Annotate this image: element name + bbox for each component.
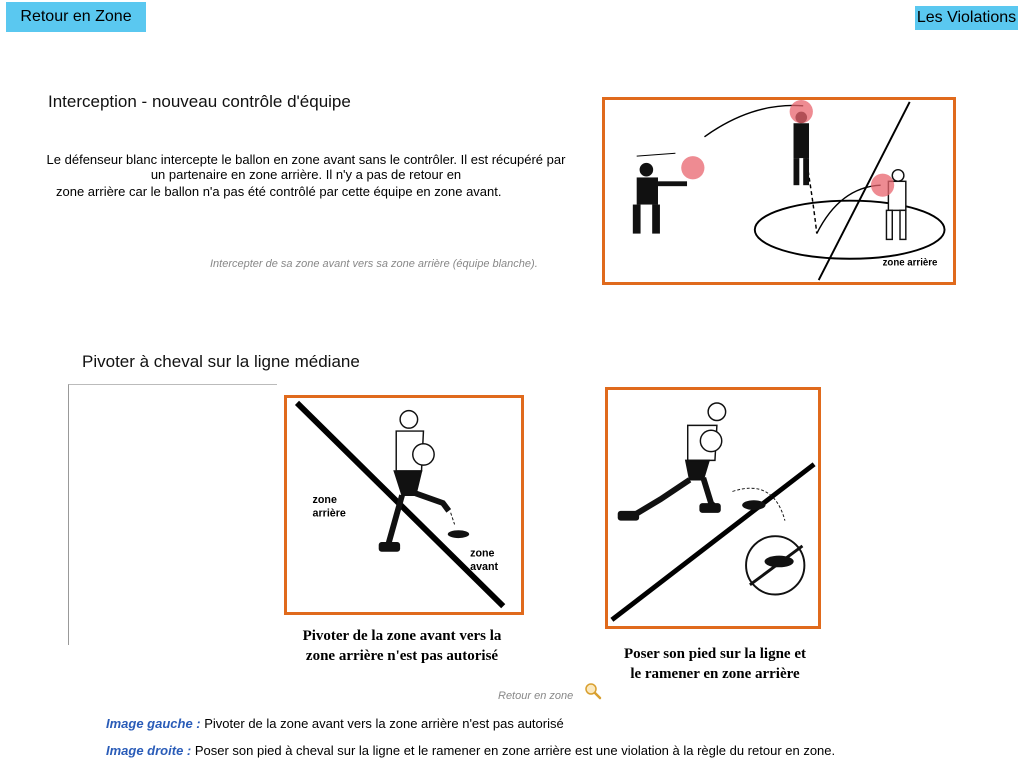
- section1-caption: Intercepter de sa zone avant vers sa zone arrière (équipe blanche).: [210, 258, 538, 270]
- note-right-text: Poser son pied à cheval sur la ligne et le ramener en zone arrière est une violation à la règle du retour en zone.: [191, 743, 836, 758]
- zone-arriere-label: zone arrière: [882, 257, 938, 269]
- label-zone-back: zone: [312, 494, 337, 507]
- section1-title: Interception - nouveau contrôle d'équipe: [48, 92, 351, 111]
- retour-en-zone-tab[interactable]: Retour en Zone: [6, 2, 146, 32]
- note-left-text: Pivoter de la zone avant vers la zone arrière n'est pas autorisé: [200, 716, 564, 731]
- pivot-caption-line2: zone arrière n'est pas autorisé: [305, 648, 499, 664]
- pivot-caption-line1: Pivoter de la zone avant vers la: [302, 628, 502, 644]
- blank-frame: [68, 384, 277, 645]
- section1-paragraph-part1: Le défenseur blanc intercepte le ballon en zone avant sans le contrôler. Il est récupéré par un partenaire en zone arrière. Il n'y a pas de retour en: [46, 152, 566, 182]
- foot-caption: [600, 644, 830, 684]
- retour-en-zone-link[interactable]: Retour en zone: [498, 690, 574, 702]
- interception-illustration: [602, 97, 956, 285]
- pivot-illustration: [284, 395, 524, 615]
- foot-on-line-illustration: [605, 387, 821, 629]
- section2-title: Pivoter à cheval sur la ligne médiane: [82, 352, 360, 371]
- pivot-drawing: [287, 398, 521, 612]
- les-violations-tab[interactable]: Les Violations: [915, 6, 1018, 30]
- note-right-label: Image droite :: [106, 743, 192, 758]
- foot-caption-line2: le ramener en zone arrière: [630, 666, 800, 682]
- foot-on-line-drawing: [608, 390, 818, 626]
- interception-drawing: [605, 100, 953, 282]
- pivot-caption: [283, 626, 521, 666]
- label-avant-front: avant: [470, 561, 499, 574]
- magnifier-icon[interactable]: [584, 682, 602, 700]
- section1-paragraph-part2: zone arrière car le ballon n'a pas été contrôlé par cette équipe en zone avant.: [56, 184, 502, 199]
- label-arriere-back: arrière: [312, 507, 346, 520]
- foot-caption-line1: Poser son pied sur la ligne et: [624, 646, 806, 662]
- label-zone-front: zone: [470, 547, 495, 560]
- note-left-image: [106, 716, 564, 731]
- note-left-label: Image gauche :: [106, 716, 201, 731]
- note-right-image: [106, 743, 835, 758]
